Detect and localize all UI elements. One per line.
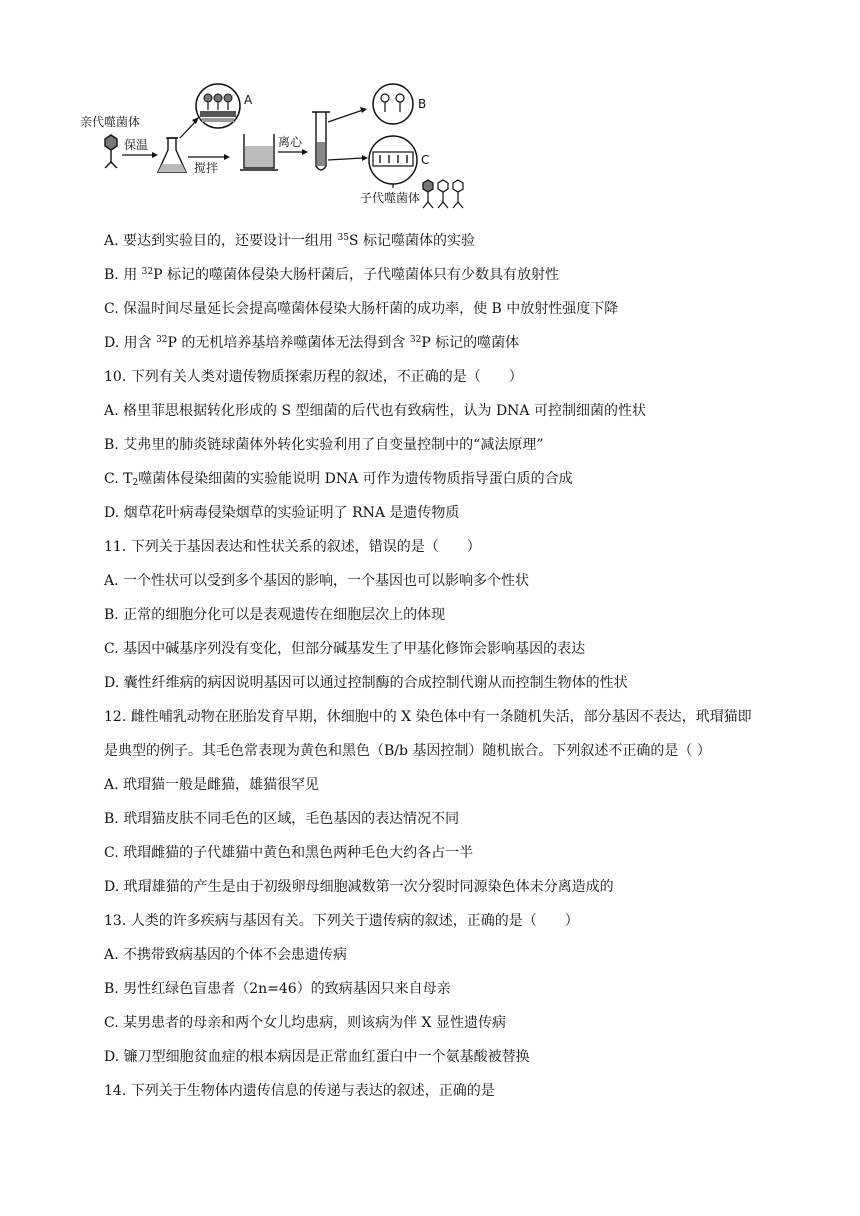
- q12-option-d: D. 玳瑁雄猫的产生是由于初级卵母细胞减数第一次分裂时同源染色体未分离造成的: [104, 879, 614, 895]
- question-text: [104, 228, 794, 1112]
- magnified-view-a: [196, 84, 240, 128]
- q12-option-b: B. 玳瑁猫皮肤不同毛色的区域，毛色基因的表达情况不同: [104, 811, 460, 827]
- q12-option-a: A. 玳瑁猫一般是雌猫，雄猫很罕见: [104, 777, 320, 793]
- q13-option-c: C. 某男患者的母亲和两个女儿均患病，则该病为伴 X 显性遗传病: [104, 1015, 506, 1031]
- q13-stem: 13. 人类的许多疾病与基因有关。下列关于遗传病的叙述，正确的是（ ）: [104, 913, 579, 929]
- q12-stem-line2: 是典型的例子。其毛色常表现为黄色和黑色（B/b 基因控制）随机嵌合。下列叙述不正确的是（ ）: [104, 743, 711, 759]
- label-a: A: [244, 93, 253, 107]
- q10-option-c: C. $T_2$噬菌体侵染细菌的实验能说明 DNA 可作为遗传物质指导蛋白质的合成: [104, 471, 573, 488]
- q12-stem-line1: 12. 雌性哺乳动物在胚胎发育早期，休细胞中的 X 染色体中有一条随机失活，部分基因不表达，玳瑁猫即: [104, 709, 752, 725]
- step-warm-label: 保温: [124, 138, 149, 152]
- q11-option-c: C. 基因中碱基序列没有变化，但部分碱基发生了甲基化修饰会影响基因的表达: [104, 641, 586, 657]
- phage-experiment-figure: [80, 82, 470, 214]
- offspring-phage-icons: [423, 180, 463, 208]
- sediment-view-c: [369, 136, 417, 188]
- q13-option-a: A. 不携带致病基因的个体不会患遗传病: [104, 947, 348, 963]
- q11-option-b: B. 正常的细胞分化可以是表观遗传在细胞层次上的体现: [104, 607, 446, 623]
- parent-phage-label: 亲代噬菌体: [80, 115, 141, 129]
- q14-stem: 14. 下列关于生物体内遗传信息的传递与表达的叙述，正确的是: [104, 1083, 495, 1099]
- q11-option-d: D. 囊性纤维病的病因说明基因可以通过控制酶的合成控制代谢从而控制生物体的性状: [104, 675, 628, 691]
- q11-option-a: A. 一个性状可以受到多个基因的影响，一个基因也可以影响多个性状: [104, 573, 530, 589]
- q11-stem: 11. 下列关于基因表达和性状关系的叙述，错误的是（ ）: [104, 539, 481, 555]
- step-centrifuge-label: 离心: [278, 135, 303, 149]
- supernatant-view-b: [373, 84, 413, 124]
- q9-option-d: D. 用含 $^{32}$P 的无机培养基培养噬菌体无法得到含 $^{32}$P 标记的噬菌体: [104, 335, 520, 351]
- beaker-icon: [240, 134, 278, 170]
- flask-icon: [158, 138, 186, 172]
- q9-option-c: C. 保温时间尽量延长会提高噬菌体侵染大肠杆菌的成功率，使 B 中放射性强度下降: [104, 301, 619, 317]
- q10-stem: 10. 下列有关人类对遗传物质探索历程的叙述，不正确的是（ ）: [104, 369, 523, 385]
- offspring-phage-label: 子代噬菌体: [360, 191, 421, 205]
- label-b: B: [418, 97, 427, 111]
- q10-option-b: B. 艾弗里的肺炎链球菌体外转化实验利用了自变量控制中的“减法原理”: [104, 437, 544, 453]
- parent-phage-icon: [105, 135, 117, 168]
- label-c: C: [421, 153, 430, 167]
- q13-option-b: B. 男性红绿色盲患者（2n=46）的致病基因只来自母亲: [104, 981, 451, 997]
- q10-option-d: D. 烟草花叶病毒侵染烟草的实验证明了 RNA 是遗传物质: [104, 505, 460, 521]
- q9-option-a: A. 要达到实验目的，还要设计一组用 $^{35}$S 标记噬菌体的实验: [104, 233, 475, 249]
- q13-option-d: D. 镰刀型细胞贫血症的根本病因是正常血红蛋白中一个氨基酸被替换: [104, 1049, 530, 1065]
- q12-option-c: C. 玳瑁雌猫的子代雄猫中黄色和黑色两种毛色大约各占一半: [104, 845, 474, 861]
- q10-option-a: A. 格里菲思根据转化形成的 S 型细菌的后代也有致病性，认为 DNA 可控制细菌的性状: [104, 403, 646, 419]
- test-tube-icon: [312, 112, 330, 170]
- step-stir-label: 搅拌: [194, 161, 219, 175]
- q9-option-b: B. 用 $^{32}$P 标记的噬菌体侵染大肠杆菌后，子代噬菌体只有少数具有放射性: [104, 267, 559, 283]
